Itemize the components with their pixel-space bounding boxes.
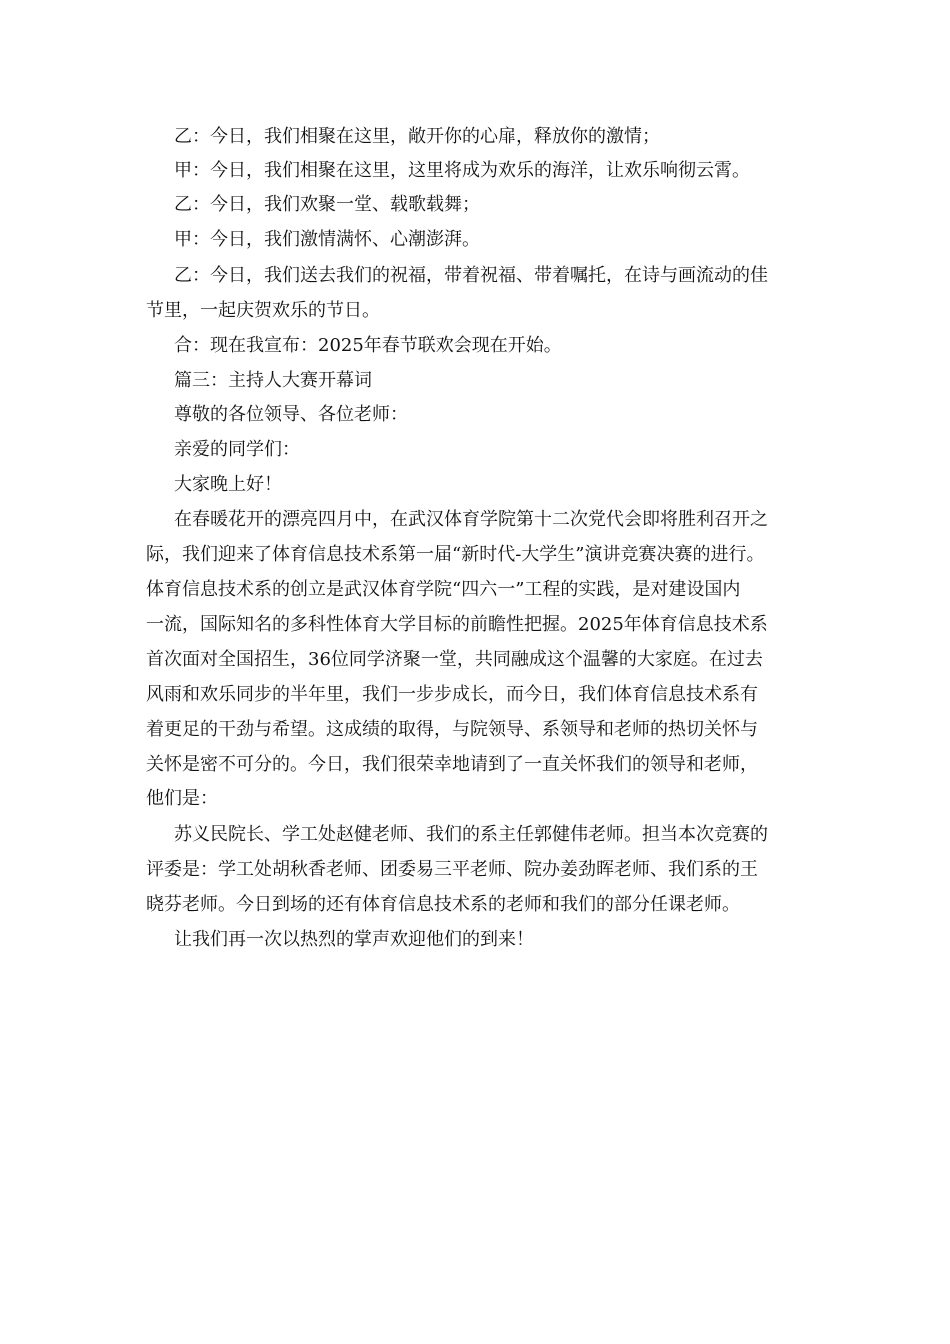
text-line: 着更足的干劲与希望。这成绩的取得，与院领导、系领导和老师的热切关怀与: [146, 719, 758, 740]
text-line: 风雨和欢乐同步的半年里，我们一步步成长，而今日，我们体育信息技术系有: [146, 684, 758, 705]
text-line: 篇三：主持人大赛开幕词: [174, 370, 372, 391]
text-line: 乙：今日，我们欢聚一堂、载歌载舞；: [174, 194, 480, 215]
text-line: 际，我们迎来了体育信息技术系第一届“新时代-大学生”演讲竞赛决赛的进行。: [146, 544, 765, 565]
text-line: 体育信息技术系的创立是武汉体育学院“四六一”工程的实践，是对建设国内: [146, 579, 741, 600]
text-line: 苏义民院长、学工处赵健老师、我们的系主任郭健伟老师。担当本次竞赛的: [174, 824, 768, 845]
text-line: 首次面对全国招生，36位同学济聚一堂，共同融成这个温馨的大家庭。在过去: [146, 649, 763, 670]
text-line: 一流，国际知名的多科性体育大学目标的前瞻性把握。2025年体育信息技术系: [146, 614, 768, 635]
text-line: 在春暖花开的漂亮四月中，在武汉体育学院第十二次党代会即将胜利召开之: [174, 509, 768, 530]
text-line: 他们是：: [146, 788, 218, 809]
text-line: 甲：今日，我们激情满怀、心潮澎湃。: [174, 229, 480, 250]
text-line: 关怀是密不可分的。今日，我们很荣幸地请到了一直关怀我们的领导和老师，: [146, 754, 758, 775]
text-line: 尊敬的各位领导、各位老师：: [174, 404, 408, 425]
text-line: 乙：今日，我们送去我们的祝福，带着祝福、带着嘱托，在诗与画流动的佳: [174, 265, 768, 286]
text-line: 甲：今日，我们相聚在这里，这里将成为欢乐的海洋，让欢乐响彻云霄。: [174, 160, 750, 181]
text-line: 亲爱的同学们：: [174, 439, 300, 460]
text-line: 大家晚上好！: [174, 474, 282, 495]
text-line: 晓芬老师。今日到场的还有体育信息技术系的老师和我们的部分任课老师。: [146, 894, 740, 915]
text-line: 节里，一起庆贺欢乐的节日。: [146, 300, 380, 321]
text-line: 合：现在我宣布：2025年春节联欢会现在开始。: [174, 335, 562, 356]
text-line: 评委是：学工处胡秋香老师、团委易三平老师、院办姜劲晖老师、我们系的王: [146, 859, 758, 880]
text-line: 让我们再一次以热烈的掌声欢迎他们的到来！: [174, 929, 534, 950]
text-line: 乙：今日，我们相聚在这里，敞开你的心扉，释放你的激情；: [174, 126, 660, 147]
